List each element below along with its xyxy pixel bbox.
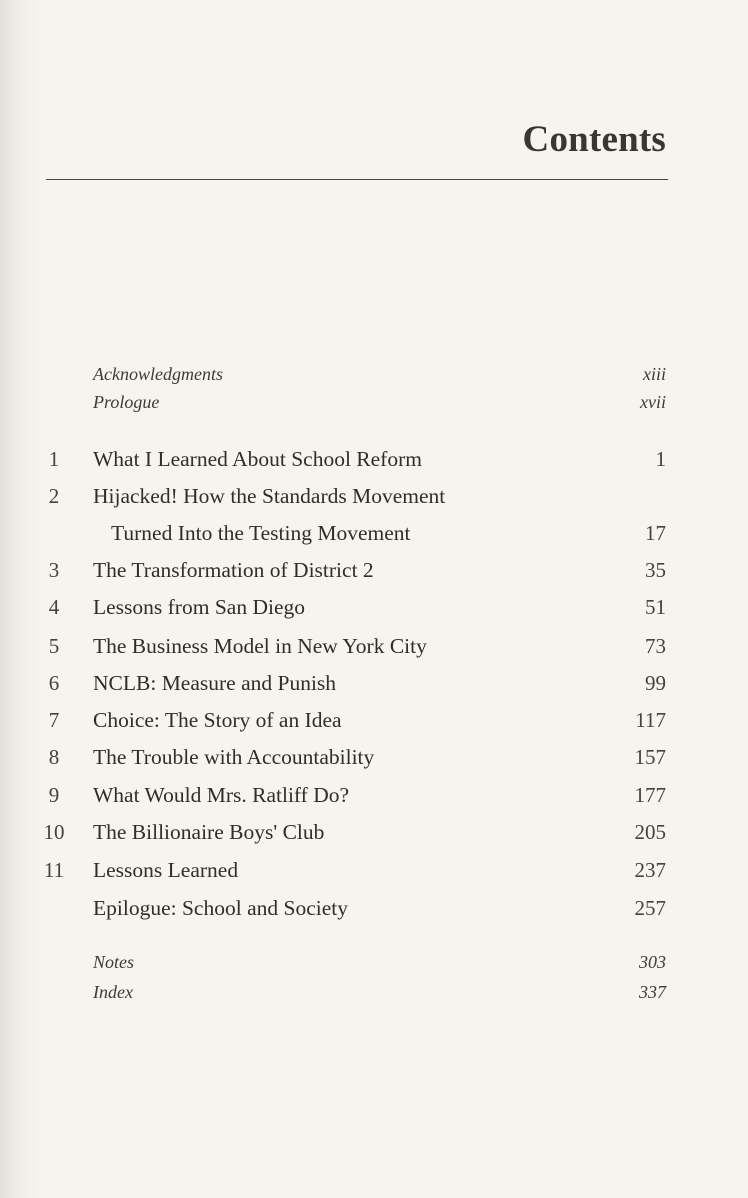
toc-entry-index[interactable] bbox=[0, 982, 748, 1012]
toc-label-continued: Turned Into the Testing Movement bbox=[111, 521, 411, 545]
toc-entry-chapter-7[interactable] bbox=[0, 708, 748, 738]
toc-page: 73 bbox=[645, 634, 666, 658]
toc-entry-chapter-6[interactable] bbox=[0, 671, 748, 701]
toc-page: 205 bbox=[634, 820, 666, 844]
page-title: Contents bbox=[522, 119, 666, 160]
toc-page: 35 bbox=[645, 558, 666, 582]
toc-label: Acknowledgments bbox=[93, 364, 223, 384]
toc-entry-notes[interactable] bbox=[0, 952, 748, 982]
toc-entry-chapter-1[interactable] bbox=[0, 447, 748, 477]
toc-page: 303 bbox=[639, 952, 666, 972]
toc-entry-chapter-4[interactable] bbox=[0, 595, 748, 625]
toc-page: xvii bbox=[640, 392, 666, 412]
toc-page: 157 bbox=[634, 745, 666, 769]
toc-page: 177 bbox=[634, 783, 666, 807]
chapter-number: 5 bbox=[48, 634, 60, 658]
toc-label: NCLB: Measure and Punish bbox=[93, 671, 337, 695]
toc-page: 17 bbox=[645, 521, 666, 545]
chapter-number: 6 bbox=[48, 671, 60, 695]
toc-entry-acknowledgments[interactable] bbox=[0, 364, 748, 394]
toc-entry-prologue[interactable] bbox=[0, 392, 748, 422]
toc-label: The Billionaire Boys' Club bbox=[93, 820, 325, 844]
toc-page: 117 bbox=[635, 708, 666, 732]
toc-label: Notes bbox=[93, 952, 135, 972]
toc-page: xiii bbox=[643, 364, 666, 384]
toc-entry-chapter-11[interactable] bbox=[0, 858, 748, 888]
toc-label: Hijacked! How the Standards Movement bbox=[93, 484, 446, 508]
toc-label: The Trouble with Accountability bbox=[93, 745, 375, 769]
chapter-number: 10 bbox=[43, 820, 65, 844]
toc-label: Lessons Learned bbox=[93, 858, 239, 882]
toc-label: Choice: The Story of an Idea bbox=[93, 708, 342, 732]
toc-page: 1 bbox=[655, 447, 666, 471]
chapter-number: 11 bbox=[43, 858, 65, 882]
title-rule bbox=[46, 179, 668, 180]
toc-label: The Transformation of District 2 bbox=[93, 558, 374, 582]
toc-label: What I Learned About School Reform bbox=[93, 447, 422, 471]
toc-page: 237 bbox=[634, 858, 666, 882]
chapter-number: 7 bbox=[48, 708, 60, 732]
toc-entry-chapter-2[interactable] bbox=[0, 484, 748, 514]
toc-entry-chapter-8[interactable] bbox=[0, 745, 748, 775]
toc-label: What Would Mrs. Ratliff Do? bbox=[93, 783, 350, 807]
toc-page: 51 bbox=[645, 595, 666, 619]
chapter-number: 2 bbox=[48, 484, 60, 508]
toc-label: Lessons from San Diego bbox=[93, 595, 305, 619]
toc-entry-chapter-9[interactable] bbox=[0, 783, 748, 813]
chapter-number: 9 bbox=[48, 783, 60, 807]
toc-page: 257 bbox=[634, 896, 666, 920]
toc-page: 99 bbox=[645, 671, 666, 695]
toc-page: 337 bbox=[639, 982, 666, 1002]
toc-label: Prologue bbox=[93, 392, 160, 412]
chapter-number: 4 bbox=[48, 595, 60, 619]
toc-entry-chapter-2-continued[interactable] bbox=[0, 521, 748, 551]
toc-entry-chapter-10[interactable] bbox=[0, 820, 748, 850]
chapter-number: 3 bbox=[48, 558, 60, 582]
toc-label: The Business Model in New York City bbox=[93, 634, 427, 658]
toc-entry-chapter-5[interactable] bbox=[0, 634, 748, 664]
toc-entry-epilogue[interactable] bbox=[0, 896, 748, 926]
chapter-number: 8 bbox=[48, 745, 60, 769]
toc-label: Index bbox=[93, 982, 133, 1002]
chapter-number: 1 bbox=[48, 447, 60, 471]
toc-entry-chapter-3[interactable] bbox=[0, 558, 748, 588]
toc-label: Epilogue: School and Society bbox=[93, 896, 348, 920]
